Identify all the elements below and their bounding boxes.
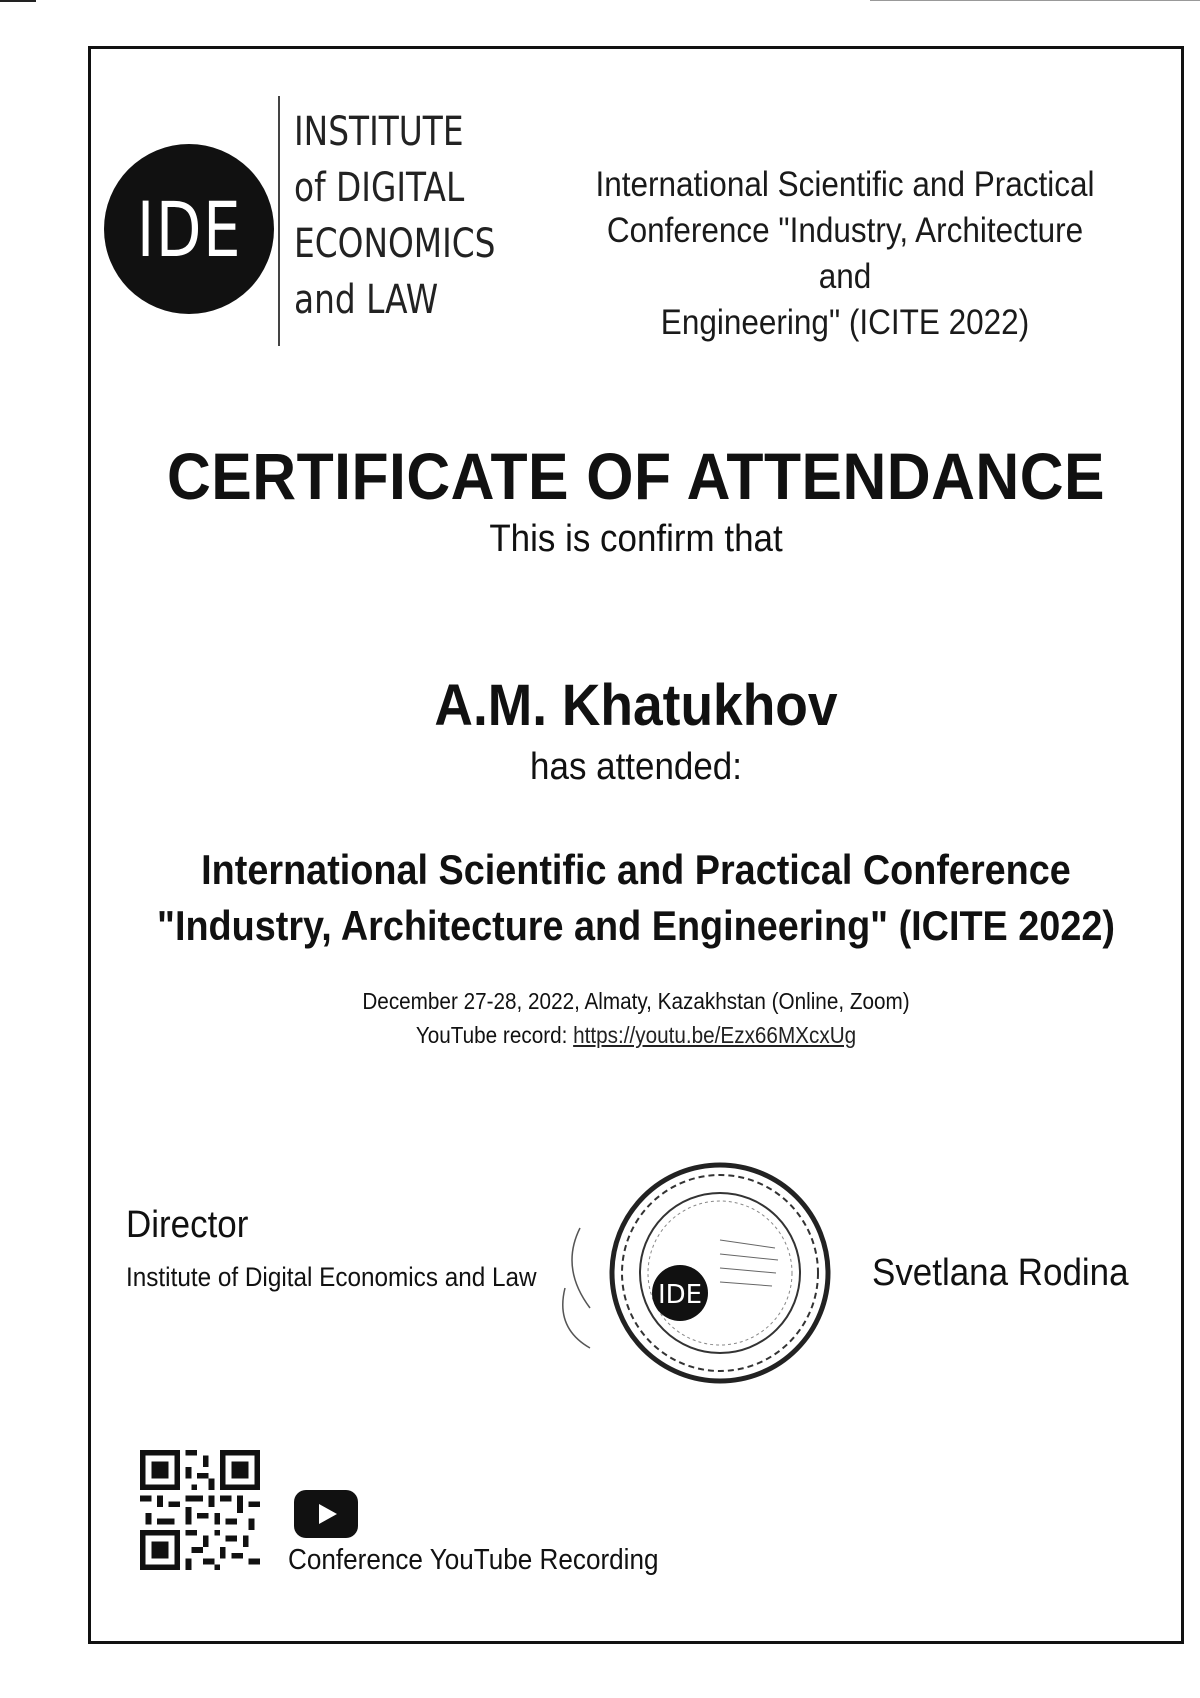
certificate-title: CERTIFICATE OF ATTENDANCE xyxy=(167,439,1105,513)
logo-divider xyxy=(278,96,280,346)
header-conference-line-2: Conference "Industry, Architecture and xyxy=(606,211,1084,296)
recipient-name: A.M. Khatukhov xyxy=(434,673,838,738)
header-conference-line-3: Engineering" (ICITE 2022) xyxy=(660,303,1030,342)
conference-name-line-1: International Scientific and Practical Conference xyxy=(201,846,1071,893)
director-organization: Institute of Digital Economics and Law xyxy=(126,1262,537,1292)
seal-logo-letters: IDE xyxy=(657,1280,703,1310)
logo-line-3: ECONOMICS xyxy=(294,221,496,267)
conference-name xyxy=(143,842,1129,954)
seal-inner-lettering xyxy=(720,1240,778,1286)
youtube-record-line xyxy=(143,1018,1129,1052)
signer-name: Svetlana Rodina xyxy=(872,1252,1129,1294)
official-seal xyxy=(560,1118,860,1418)
director-title: Director xyxy=(126,1204,249,1246)
confirm-text: This is confirm that xyxy=(489,518,783,560)
youtube-record-label: YouTube record: xyxy=(415,1022,568,1048)
attended-text: has attended: xyxy=(530,746,742,788)
logo-line-4: and LAW xyxy=(294,277,439,323)
logo-line-2: of DIGITAL xyxy=(294,165,465,211)
youtube-caption: Conference YouTube Recording xyxy=(288,1544,659,1576)
signature-stroke xyxy=(563,1228,590,1348)
conference-name-line-2: "Industry, Architecture and Engineering" (ICITE 2022) xyxy=(157,902,1115,949)
logo-letters: IDE xyxy=(136,184,242,274)
seal-text-ring xyxy=(622,1175,818,1371)
scan-edge-mark xyxy=(0,0,36,2)
youtube-record-link[interactable]: https://youtu.be/Ezx66MXcxUg xyxy=(573,1022,857,1048)
header-conference-line-1: International Scientific and Practical xyxy=(595,165,1095,204)
header-conference-title xyxy=(580,162,1111,346)
youtube-icon[interactable] xyxy=(294,1490,358,1538)
seal-outer-ring xyxy=(612,1165,828,1381)
qr-code[interactable] xyxy=(140,1450,260,1570)
scan-edge-line xyxy=(870,0,1200,1)
ide-logo xyxy=(104,144,274,314)
logo-wordmark xyxy=(294,104,496,328)
date-location: December 27-28, 2022, Almaty, Kazakhstan (Online, Zoom) xyxy=(362,988,910,1014)
logo-line-1: INSTITUTE xyxy=(294,109,464,155)
conference-details xyxy=(143,984,1129,1052)
